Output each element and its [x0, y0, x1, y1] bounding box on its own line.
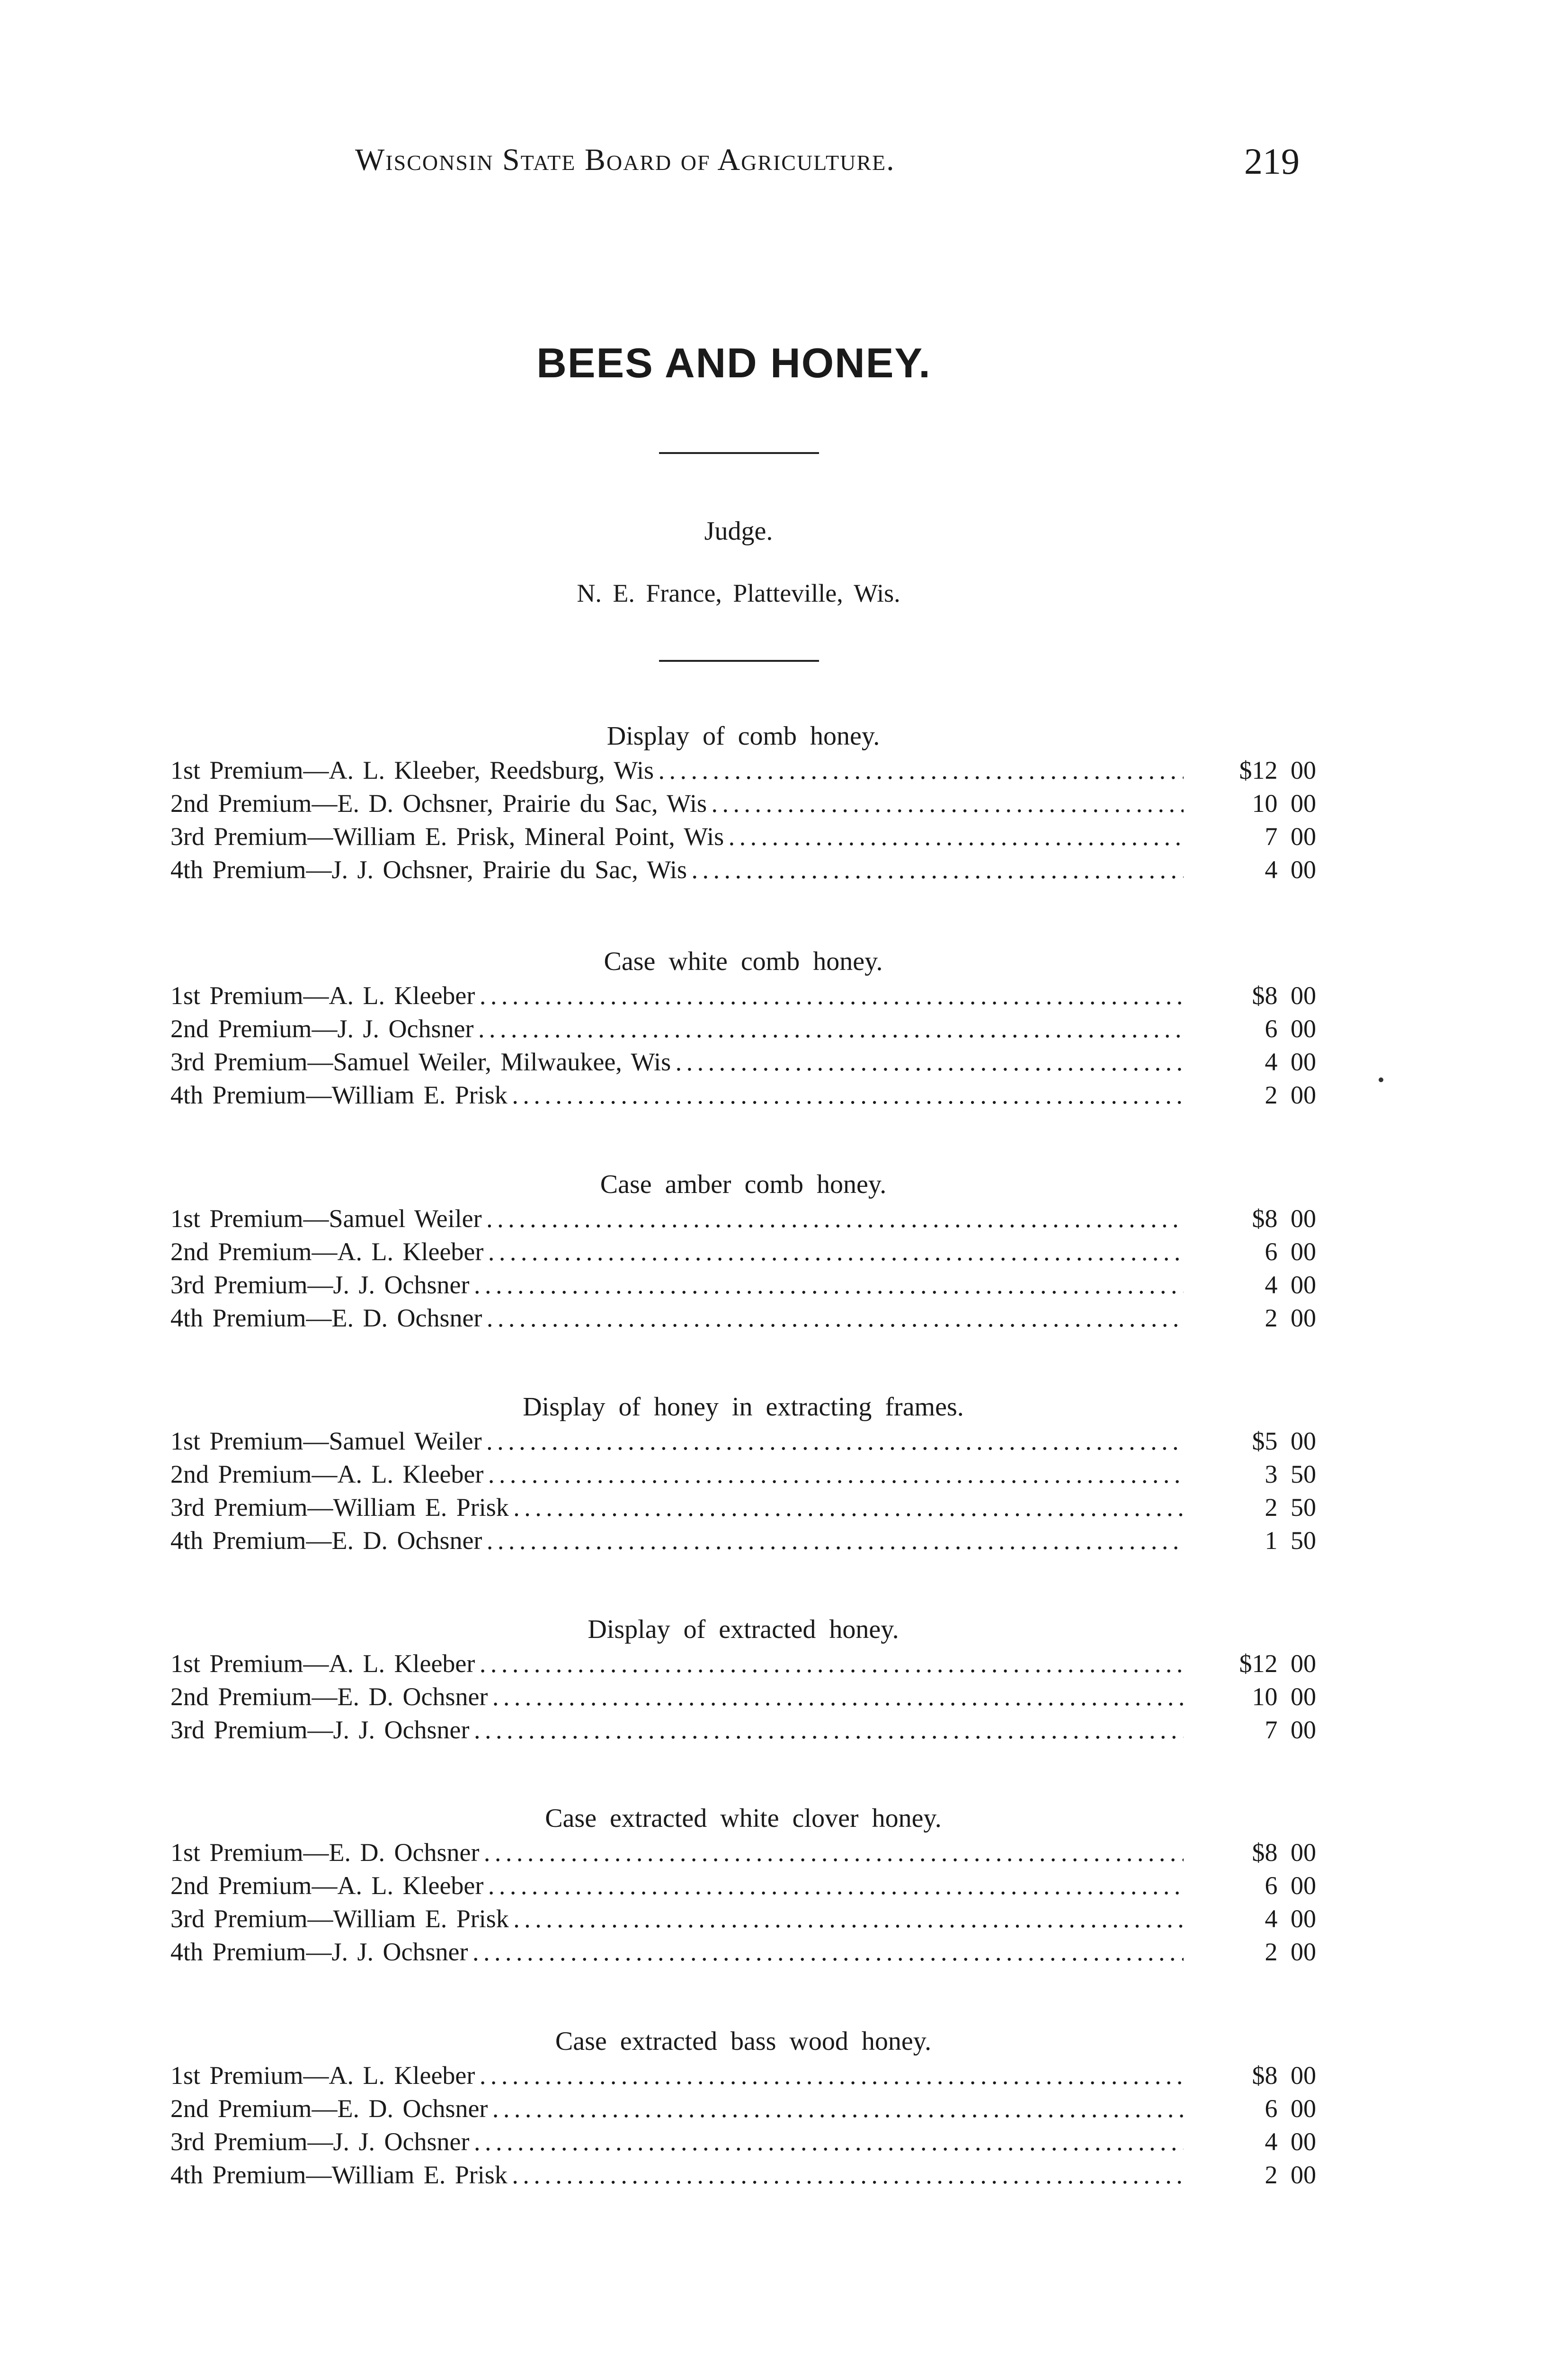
entry-amount: $8 00 — [1252, 1838, 1316, 1867]
entry-text: 1st Premium—A. L. Kleeber . . . — [170, 979, 1184, 1012]
entry-amount: 2 00 — [1265, 1304, 1316, 1332]
section-title: Case extracted bass wood honey. — [555, 2027, 932, 2056]
entry-amount: 4 00 — [1265, 1271, 1316, 1299]
entry-amount: 3 50 — [1265, 1460, 1316, 1488]
entry-amount: 4 00 — [1265, 1048, 1316, 1076]
page-number: 219 — [1244, 141, 1300, 182]
judge-name: N. E. France, Platteville, Wis. — [577, 579, 900, 607]
entry-amount: 2 00 — [1265, 2161, 1316, 2189]
entry-amount: $12 00 — [1239, 1649, 1316, 1678]
list-item — [170, 754, 1316, 787]
list-item — [170, 1836, 1316, 1869]
list-item — [170, 1268, 1316, 1301]
divider-rule — [659, 660, 819, 662]
section-title: Case extracted white clover honey. — [545, 1804, 942, 1833]
list-item — [170, 1647, 1316, 1680]
section-title: Case white comb honey. — [604, 947, 883, 976]
entry-text: 1st Premium—A. L. Kleeber, Reedsburg, Wis . . . — [170, 754, 1184, 787]
entry-text: 3rd Premium—J. J. Ochsner . . . — [170, 1268, 1184, 1301]
entry-amount: 6 00 — [1265, 1237, 1316, 1266]
section-display-extracted-honey — [170, 1612, 1316, 1746]
list-item — [170, 1202, 1316, 1235]
list-item — [170, 1935, 1316, 1968]
section-title: Case amber comb honey. — [600, 1170, 887, 1199]
entry-text: 4th Premium—William E. Prisk . . . — [170, 2158, 1184, 2191]
list-item — [170, 1301, 1316, 1335]
entry-text: 2nd Premium—E. D. Ochsner . . . — [170, 1680, 1184, 1713]
entry-amount: 7 00 — [1265, 1716, 1316, 1744]
running-head: Wisconsin State Board of Agriculture. — [355, 142, 895, 177]
entry-amount: 4 00 — [1265, 1904, 1316, 1933]
entry-text: 4th Premium—E. D. Ochsner . . . — [170, 1301, 1184, 1335]
list-item — [170, 2158, 1316, 2191]
section-case-amber-comb-honey — [170, 1167, 1316, 1335]
entry-text: 2nd Premium—A. L. Kleeber . . . — [170, 1458, 1184, 1491]
entry-amount: 10 00 — [1252, 789, 1316, 818]
section-bass-wood-honey — [170, 2024, 1316, 2191]
list-item — [170, 1458, 1316, 1491]
entry-amount: $5 00 — [1252, 1427, 1316, 1455]
entry-text: 4th Premium—E. D. Ochsner . . . — [170, 1524, 1184, 1557]
entry-text: 1st Premium—A. L. Kleeber . . . — [170, 1647, 1184, 1680]
entry-amount: 6 00 — [1265, 2094, 1316, 2123]
entry-text: 2nd Premium—A. L. Kleeber . . . — [170, 1235, 1184, 1268]
entry-amount: 6 00 — [1265, 1871, 1316, 1900]
list-item — [170, 979, 1316, 1012]
entry-amount: 6 00 — [1265, 1014, 1316, 1043]
entry-amount: $8 00 — [1252, 981, 1316, 1010]
entry-amount: 4 00 — [1265, 2127, 1316, 2156]
entry-amount: 4 00 — [1265, 855, 1316, 884]
entry-amount: 2 00 — [1265, 1938, 1316, 1966]
entry-text: 3rd Premium—William E. Prisk . . . — [170, 1491, 1184, 1524]
entry-text: 2nd Premium—E. D. Ochsner . . . — [170, 2092, 1184, 2125]
list-item — [170, 1012, 1316, 1045]
entry-text: 1st Premium—Samuel Weiler . . . — [170, 1424, 1184, 1458]
list-item — [170, 1078, 1316, 1112]
entry-text: 3rd Premium—Samuel Weiler, Milwaukee, Wis . . . — [170, 1045, 1184, 1078]
list-item — [170, 1045, 1316, 1078]
ink-speck — [1379, 1077, 1383, 1082]
entry-amount: $8 00 — [1252, 1204, 1316, 1233]
list-item — [170, 1491, 1316, 1524]
list-item — [170, 2059, 1316, 2092]
list-item — [170, 853, 1316, 886]
list-item — [170, 820, 1316, 853]
entry-amount: 1 50 — [1265, 1526, 1316, 1555]
section-white-clover-honey — [170, 1801, 1316, 1968]
entry-amount: $12 00 — [1239, 756, 1316, 784]
section-title: Display of extracted honey. — [588, 1615, 899, 1644]
list-item — [170, 1680, 1316, 1713]
entry-text: 3rd Premium—William E. Prisk . . . — [170, 1902, 1184, 1935]
page-title: BEES AND HONEY. — [536, 339, 931, 386]
judge-label: Judge. — [704, 516, 773, 546]
entry-text: 2nd Premium—A. L. Kleeber . . . — [170, 1869, 1184, 1902]
entry-text: 4th Premium—J. J. Ochsner . . . — [170, 1935, 1184, 1968]
entry-text: 3rd Premium—J. J. Ochsner . . . — [170, 1713, 1184, 1746]
entry-text: 2nd Premium—E. D. Ochsner, Prairie du Sac, Wis . . . — [170, 787, 1184, 820]
entry-text: 1st Premium—E. D. Ochsner . . . — [170, 1836, 1184, 1869]
list-item — [170, 2125, 1316, 2158]
entry-amount: $8 00 — [1252, 2061, 1316, 2090]
entry-text: 1st Premium—Samuel Weiler . . . — [170, 1202, 1184, 1235]
entry-amount: 10 00 — [1252, 1682, 1316, 1711]
list-item — [170, 787, 1316, 820]
list-item — [170, 2092, 1316, 2125]
entry-amount: 7 00 — [1265, 822, 1316, 851]
entry-amount: 2 50 — [1265, 1493, 1316, 1522]
section-honey-extracting-frames — [170, 1389, 1316, 1557]
list-item — [170, 1235, 1316, 1268]
section-display-comb-honey — [170, 719, 1316, 886]
entry-text: 4th Premium—J. J. Ochsner, Prairie du Sac, Wis . . . — [170, 853, 1184, 886]
section-title: Display of honey in extracting frames. — [523, 1392, 964, 1422]
entry-amount: 2 00 — [1265, 1081, 1316, 1109]
entry-text: 4th Premium—William E. Prisk . . . — [170, 1078, 1184, 1112]
list-item — [170, 1524, 1316, 1557]
list-item — [170, 1424, 1316, 1458]
list-item — [170, 1713, 1316, 1746]
list-item — [170, 1869, 1316, 1902]
entry-text: 3rd Premium—William E. Prisk, Mineral Point, Wis . . . — [170, 820, 1184, 853]
divider-rule — [659, 452, 819, 454]
entry-text: 2nd Premium—J. J. Ochsner . . . — [170, 1012, 1184, 1045]
entry-text: 3rd Premium—J. J. Ochsner . . . — [170, 2125, 1184, 2158]
section-title: Display of comb honey. — [606, 721, 880, 751]
section-case-white-comb-honey — [170, 944, 1316, 1112]
list-item — [170, 1902, 1316, 1935]
entry-text: 1st Premium—A. L. Kleeber . . . — [170, 2059, 1184, 2092]
